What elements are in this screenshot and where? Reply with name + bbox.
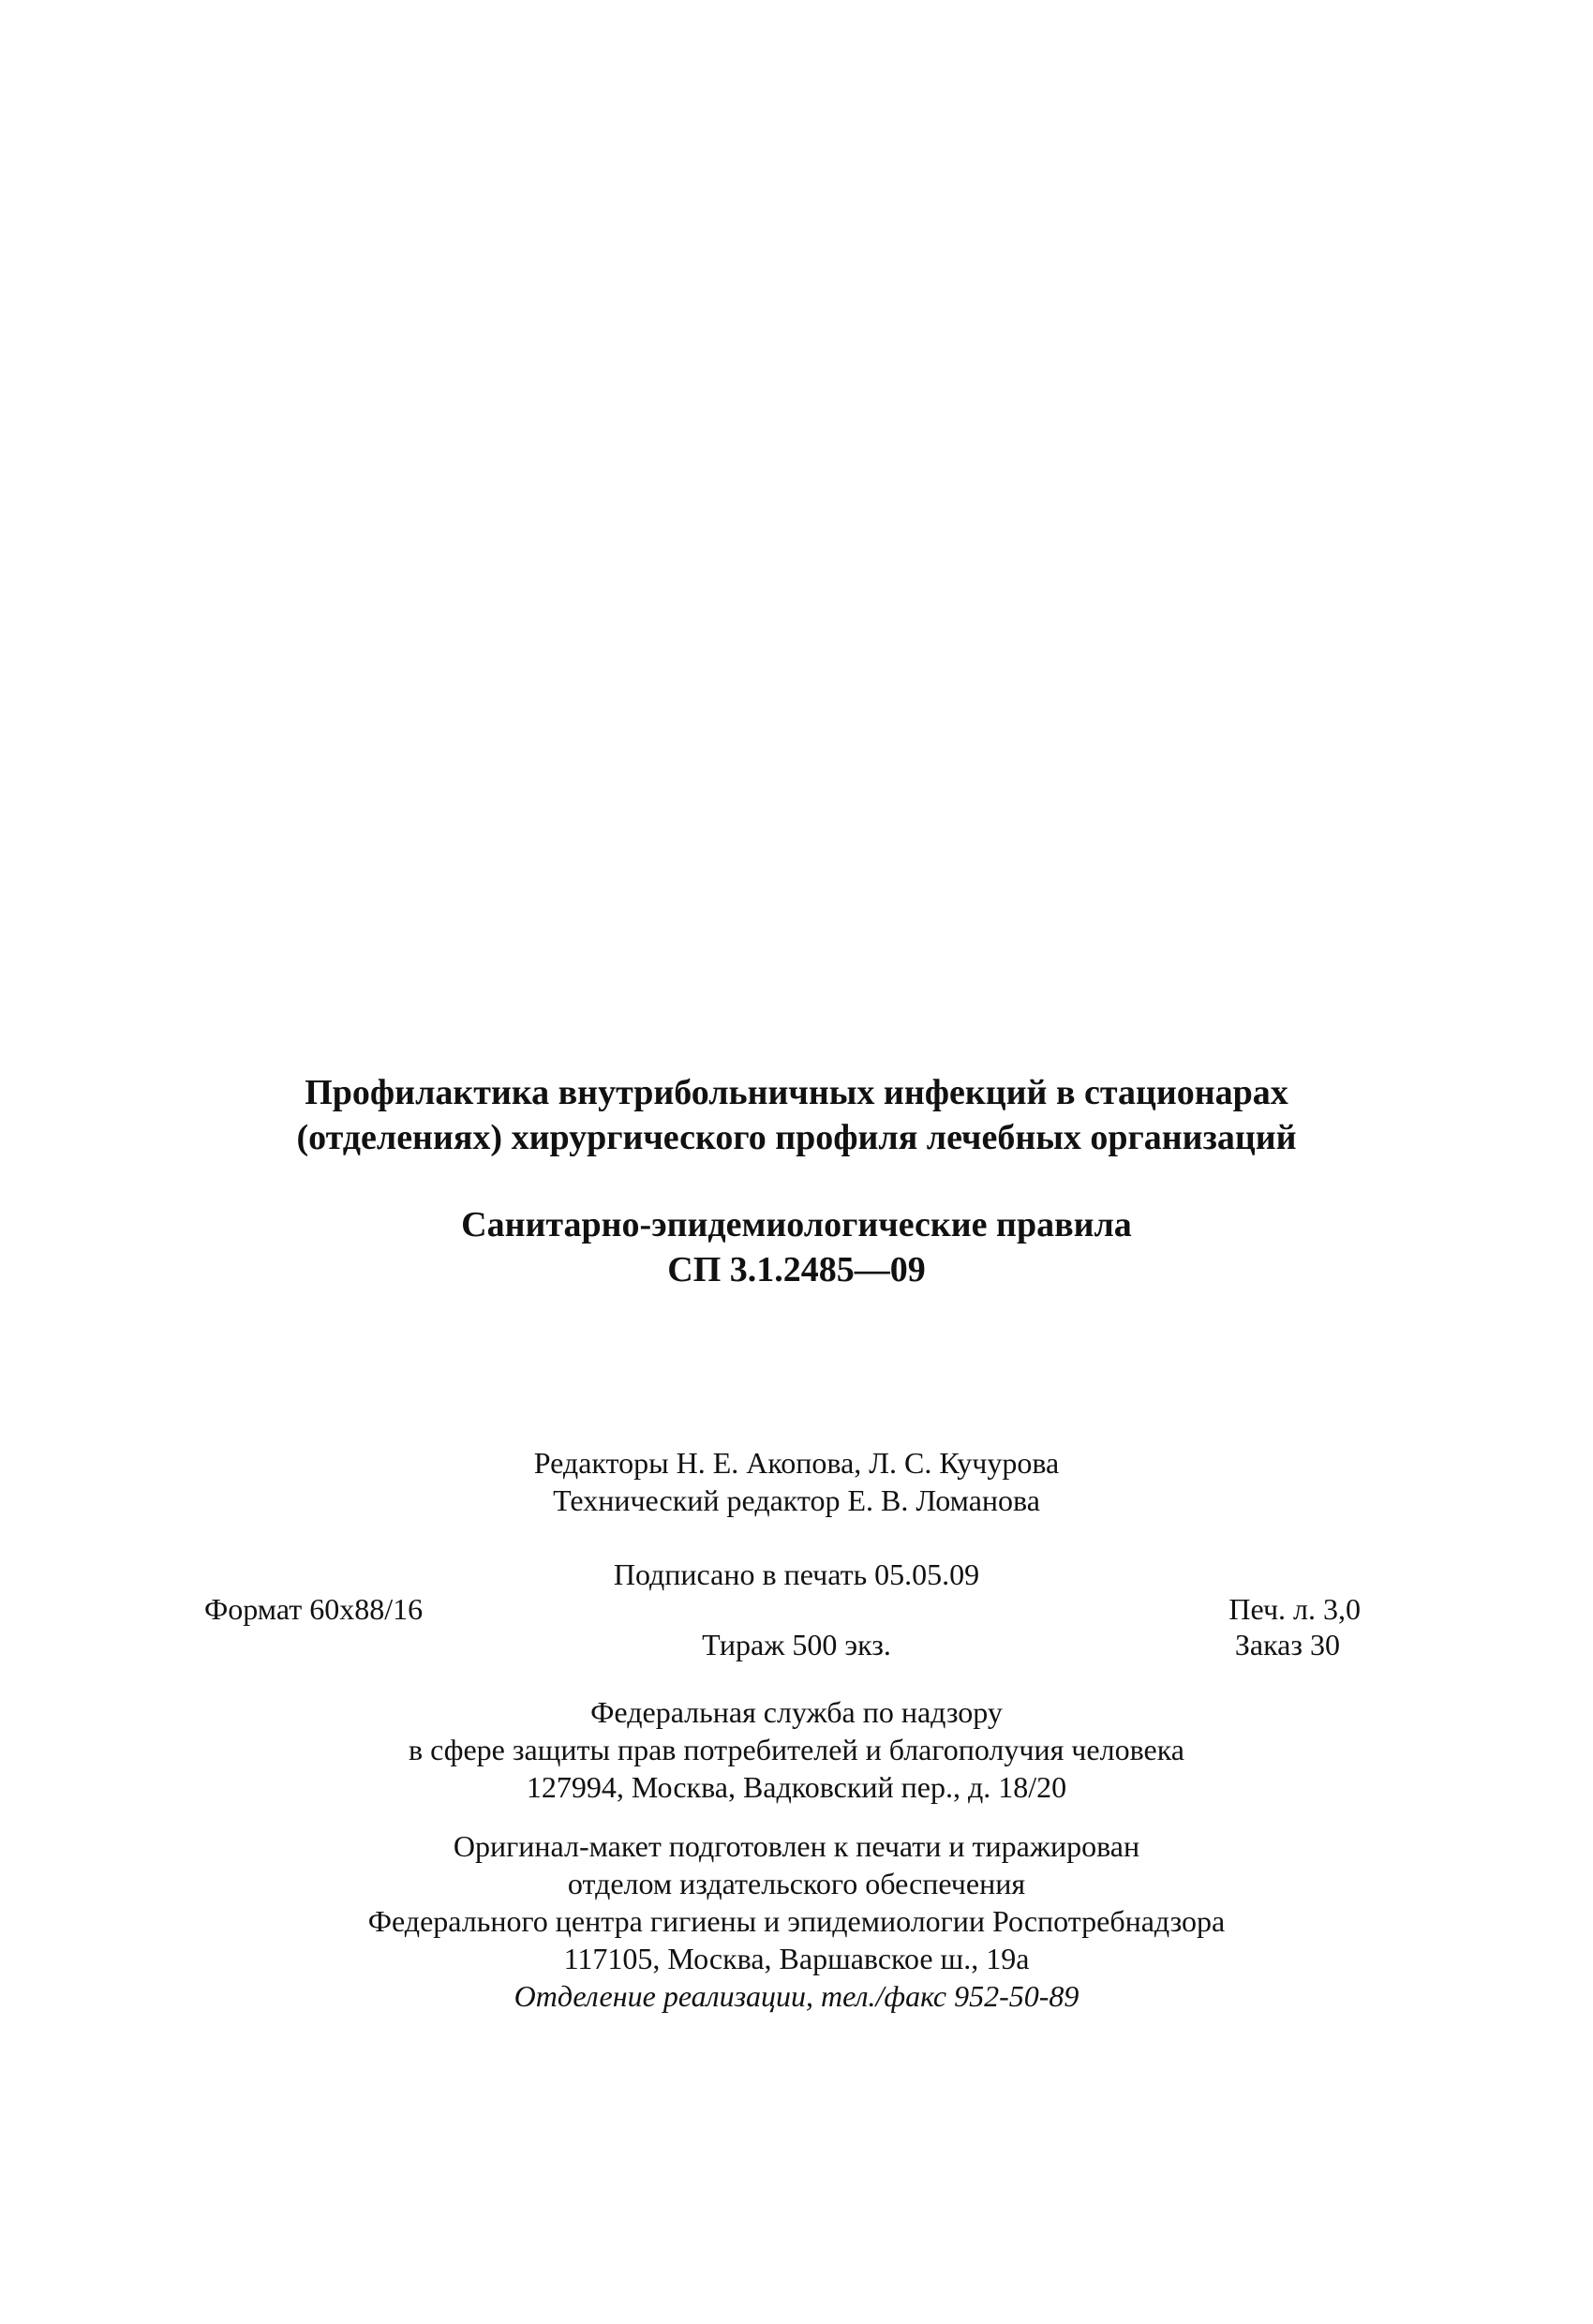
print-order: Заказ 30 <box>1234 1628 1340 1661</box>
rules-heading <box>0 1202 1593 1292</box>
editors-line: Редакторы Н. Е. Акопова, Л. С. Кучурова <box>533 1446 1060 1480</box>
layout-maker-line-3: Федерального центра гигиены и эпидемиологии Роспотребнадзора <box>367 1904 1226 1938</box>
editors-block <box>0 1444 1593 1519</box>
print-signed-block <box>0 1556 1593 1593</box>
publisher-line-2: в сфере защиты прав потребителей и благополучия человека <box>409 1733 1184 1766</box>
title-line-1: Профилактика внутрибольничных инфекций в стационарах <box>305 1073 1288 1112</box>
layout-maker-line-2: отделом издательского обеспечения <box>567 1867 1026 1900</box>
print-run-block <box>0 1626 1593 1663</box>
layout-maker-line-4: 117105, Москва, Варшавское ш., 19а <box>563 1942 1030 1975</box>
print-sheets: Печ. л. 3,0 <box>1228 1592 1361 1626</box>
publisher-block <box>0 1693 1593 1806</box>
publisher-line-3: 127994, Москва, Вадковский пер., д. 18/20 <box>526 1770 1067 1804</box>
document-title <box>0 1070 1593 1160</box>
print-signed: Подписано в печать 05.05.09 <box>613 1557 980 1591</box>
print-format: Формат 60x88/16 <box>204 1592 424 1626</box>
layout-maker-line-1: Оригинал-макет подготовлен к печати и тиражирован <box>453 1829 1140 1863</box>
rules-code: СП 3.1.2485—09 <box>667 1250 926 1289</box>
print-run: Тираж 500 экз. <box>702 1628 891 1661</box>
title-line-2: (отделениях) хирургического профиля лечебных организаций <box>296 1118 1297 1157</box>
sales-department-line: Отделение реализации, тел./факс 952-50-89 <box>514 1979 1079 2013</box>
tech-editor-line: Технический редактор Е. В. Ломанова <box>553 1483 1040 1517</box>
publisher-line-1: Федеральная служба по надзору <box>590 1695 1003 1729</box>
layout-maker-block <box>0 1827 1593 2015</box>
rules-type: Санитарно-эпидемиологические правила <box>461 1205 1132 1244</box>
